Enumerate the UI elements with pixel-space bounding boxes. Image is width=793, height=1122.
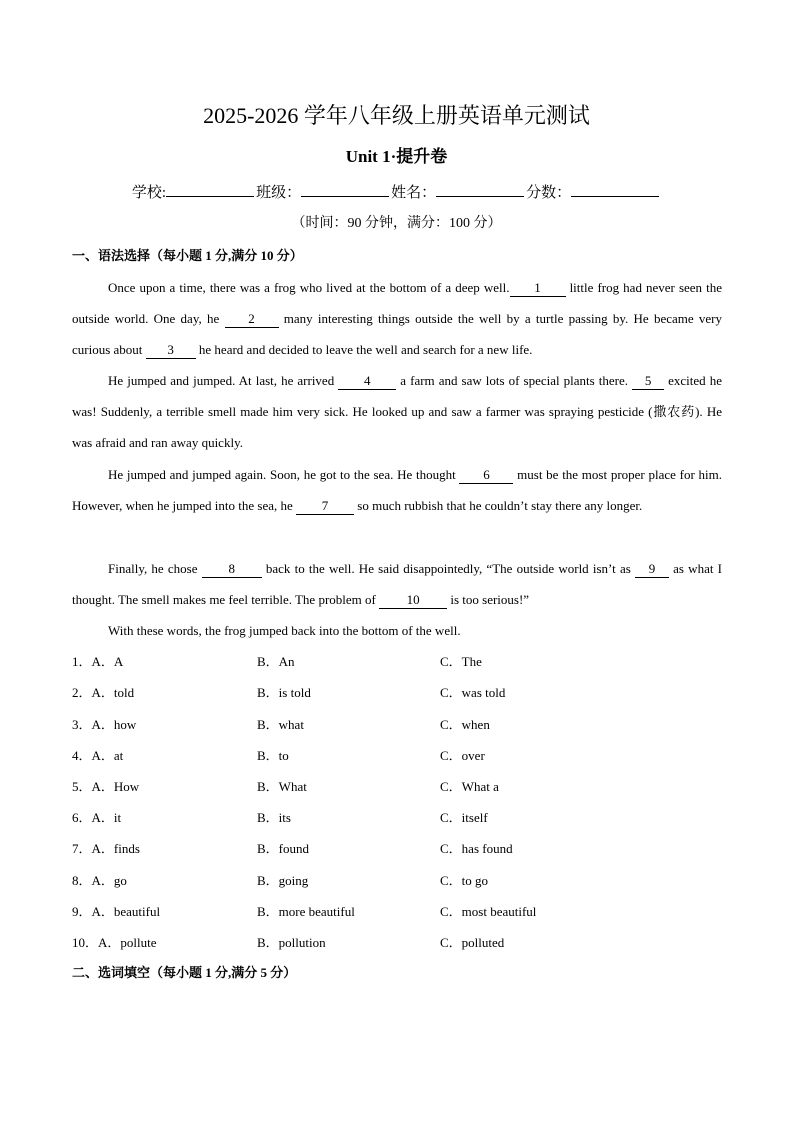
question-4-options <box>72 746 722 777</box>
school-field[interactable] <box>166 181 254 197</box>
question-6-options <box>72 808 722 839</box>
question-5-options <box>72 777 722 808</box>
option-c[interactable]: C．itself <box>440 810 488 825</box>
unit-subtitle: Unit 1·提升卷 <box>345 147 448 166</box>
score-label: 分数： <box>526 185 572 201</box>
blank-10: 10 <box>379 592 447 609</box>
option-c[interactable]: C．was told <box>440 685 506 700</box>
school-label: 学校: <box>131 185 167 201</box>
passage-paragraph-3 <box>72 459 722 521</box>
paragraph-text: He jumped and jumped again. Soon, he got to the sea. He thought <box>108 467 460 482</box>
option-a[interactable]: 9．A．beautiful <box>72 904 161 919</box>
option-c[interactable]: C．over <box>440 748 485 763</box>
exam-title: 2025-2026 学年八年级上册英语单元测试 <box>203 103 590 128</box>
option-b[interactable]: B．its <box>257 810 291 825</box>
paragraph-text: He jumped and jumped. At last, he arrived <box>108 373 339 388</box>
option-a[interactable]: 4．A．at <box>72 748 124 763</box>
option-b[interactable]: B．found <box>257 841 310 856</box>
option-c[interactable]: C．What a <box>440 779 499 794</box>
option-b[interactable]: B．An <box>257 654 295 669</box>
option-b[interactable]: B．What <box>257 779 307 794</box>
option-a[interactable]: 8．A．go <box>72 873 127 888</box>
passage-paragraph-1 <box>72 272 722 365</box>
option-b[interactable]: B．is told <box>257 685 311 700</box>
paragraph-text: back to the well. He said disappointedly, “The outside world isn’t as <box>261 561 635 576</box>
paragraph-text: Finally, he chose <box>108 561 202 576</box>
passage-paragraph-2 <box>72 365 722 458</box>
blank-9: 9 <box>635 561 669 578</box>
option-b[interactable]: B．what <box>257 717 304 732</box>
option-c[interactable]: C．has found <box>440 841 513 856</box>
option-c[interactable]: C．to go <box>440 873 489 888</box>
paragraph-text: so much rubbish that he couldn’t stay there any longer. <box>354 498 643 513</box>
option-a[interactable]: 3．A．how <box>72 717 137 732</box>
question-8-options <box>72 871 722 902</box>
paragraph-text: Once upon a time, there was a frog who lived at the bottom of a deep well. <box>108 280 510 295</box>
paragraph-text: a farm and saw lots of special plants there. <box>396 373 633 388</box>
option-c[interactable]: C．most beautiful <box>440 904 537 919</box>
section-1-heading: 一、语法选择（每小题 1 分,满分 10 分） <box>72 248 303 263</box>
paragraph-text: little frog had never seen the outside world. One day, he <box>72 280 723 326</box>
option-a[interactable]: 10．A．pollute <box>72 935 157 950</box>
option-b[interactable]: B．pollution <box>257 935 326 950</box>
blank-6: 6 <box>459 467 513 484</box>
blank-4: 4 <box>338 373 396 390</box>
question-3-options <box>72 715 722 746</box>
student-info-line <box>0 181 793 205</box>
option-a[interactable]: 5．A．How <box>72 779 140 794</box>
option-a[interactable]: 2．A．told <box>72 685 135 700</box>
option-a[interactable]: 6．A．it <box>72 810 122 825</box>
name-label: 姓名： <box>391 185 437 201</box>
paragraph-text: is too serious!” <box>447 592 530 607</box>
paragraph-text: many interesting things outside the well by a turtle passing by. He became very curious about <box>72 311 722 357</box>
question-9-options <box>72 902 722 933</box>
question-7-options <box>72 839 722 870</box>
option-b[interactable]: B．more beautiful <box>257 904 355 919</box>
class-field[interactable] <box>301 181 389 197</box>
blank-1: 1 <box>510 280 566 297</box>
blank-2: 2 <box>225 311 279 328</box>
class-label: 班级： <box>256 185 302 201</box>
option-c[interactable]: C．The <box>440 654 482 669</box>
question-1-options <box>72 652 722 683</box>
paragraph-text: he heard and decided to leave the well and search for a new life. <box>195 342 533 357</box>
option-c[interactable]: C．polluted <box>440 935 505 950</box>
passage-paragraph-4 <box>72 553 722 615</box>
paragraph-text: as what I thought. The smell makes me feel terrible. The problem of <box>72 561 722 607</box>
blank-8: 8 <box>202 561 262 578</box>
option-a[interactable]: 1．A．A <box>72 654 124 669</box>
question-10-options <box>72 933 722 964</box>
option-b[interactable]: B．going <box>257 873 309 888</box>
question-2-options <box>72 683 722 714</box>
blank-5: 5 <box>632 373 664 390</box>
score-field[interactable] <box>571 181 659 197</box>
option-a[interactable]: 7．A．finds <box>72 841 140 856</box>
paragraph-text: must be the most proper place for him. However, when he jumped into the sea, he <box>72 467 722 513</box>
section-2-heading: 二、选词填空（每小题 1 分,满分 5 分） <box>72 965 297 980</box>
blank-3: 3 <box>146 342 196 359</box>
time-note: （时间：90 分钟，满分：100 分） <box>291 216 502 231</box>
passage-paragraph-5: With these words, the frog jumped back into the bottom of the well. <box>108 623 461 638</box>
blank-7: 7 <box>296 498 354 515</box>
option-b[interactable]: B．to <box>257 748 289 763</box>
name-field[interactable] <box>436 181 524 197</box>
paragraph-text: excited he was! Suddenly, a terrible smell made him very sick. He looked up and saw a farmer was spraying pesticide (撒农药). He was afraid and ran away quickly. <box>72 373 722 450</box>
option-c[interactable]: C．when <box>440 717 490 732</box>
